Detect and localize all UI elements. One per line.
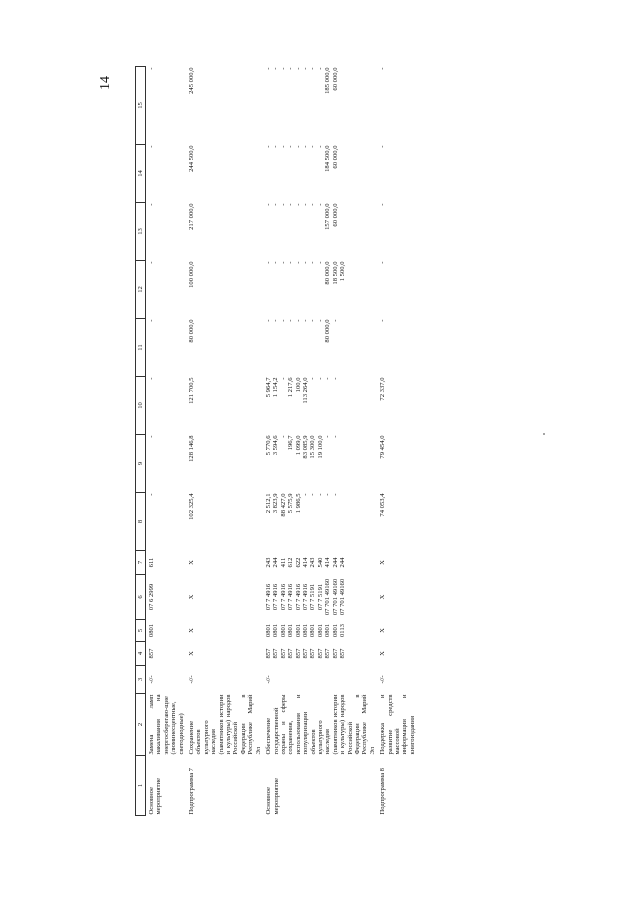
cell-line: -: [279, 435, 287, 438]
cell-line: -: [148, 493, 155, 496]
cell-c8: [262, 493, 376, 551]
cell-line: X: [188, 560, 196, 565]
cell-line: 244: [339, 557, 346, 568]
cell-c6: [262, 575, 376, 620]
cell-line: 857: [316, 648, 324, 659]
cell-line: X: [188, 628, 196, 633]
cell-c1: Подпрограмма 7: [188, 768, 196, 815]
cell-line: -: [316, 203, 324, 206]
cell-line: 07 7 4916: [272, 583, 280, 611]
cell-line: 244: [331, 557, 339, 568]
cell-line: X: [379, 594, 387, 600]
cell-c6: [146, 575, 186, 620]
cell-line: -: [309, 67, 317, 70]
cell-line: -: [148, 203, 155, 206]
cell-line: -: [265, 319, 273, 322]
cell-line: -: [302, 203, 310, 206]
cell-c7: [185, 551, 262, 575]
cell-line: 3 823,9: [272, 493, 280, 514]
cell-line: 1 099,0: [294, 435, 302, 456]
table-row: [262, 67, 376, 816]
column-header-2: 2: [136, 694, 146, 756]
cell-c12: [376, 261, 416, 319]
cell-line: -: [316, 145, 324, 148]
cell-line: 414: [324, 557, 332, 568]
cell-line: -: [331, 435, 339, 438]
cell-c10: [376, 377, 416, 435]
cell-c9: [376, 435, 416, 493]
cell-line: 857: [287, 648, 295, 659]
table-body: [146, 67, 417, 816]
cell-line: -: [294, 203, 302, 206]
cell-line: 74 053,4: [379, 493, 387, 517]
cell-line: 07 701 49160: [324, 578, 332, 616]
cell-line: 07 7 4916: [265, 583, 273, 611]
column-header-7: 7: [136, 551, 146, 575]
cell-line: -: [279, 377, 287, 380]
cell-line: 0801: [316, 623, 324, 638]
cell-c2: Сохранение объектов культурного наследия (памятников истории и культуры) народов Российской Федерации в Республике Марий Эл: [188, 694, 262, 755]
cell-line: 0801: [148, 623, 155, 638]
cell-c10: [262, 377, 376, 435]
cell-line: -: [309, 319, 317, 322]
column-header-5: 5: [136, 620, 146, 642]
cell-c3: -//-: [379, 675, 387, 684]
cell-line: 857: [339, 648, 346, 659]
cell-c9: [185, 435, 262, 493]
cell-line: 411: [279, 557, 287, 568]
cell-c12: [262, 261, 376, 319]
cell-line: 2 512,1: [265, 493, 273, 514]
column-header-3: 3: [136, 666, 146, 694]
column-header-4: 4: [136, 642, 146, 666]
cell-c1: Основное мероприятие: [148, 778, 163, 815]
cell-line: 60 000,0: [331, 67, 339, 91]
cell-line: -: [309, 261, 317, 264]
budget-table-sheet: [135, 69, 523, 816]
cell-line: -: [148, 435, 155, 438]
cell-line: 07 7 4916: [302, 583, 310, 611]
cell-line: -: [379, 145, 387, 148]
cell-c1: Основное мероприятие: [265, 778, 280, 815]
cell-line: [339, 204, 346, 260]
cell-line: 5 770,6: [265, 435, 273, 456]
cell-line: -: [302, 67, 310, 70]
cell-line: [339, 436, 346, 492]
cell-line: -: [309, 203, 317, 206]
cell-c15: [185, 67, 262, 145]
cell-c4: [185, 642, 262, 666]
cell-line: 5 964,7: [265, 377, 273, 398]
cell-line: 0801: [287, 623, 295, 638]
cell-line: 07 7 4916: [279, 583, 287, 611]
column-header-13: 13: [136, 203, 146, 261]
cell-line: -: [294, 67, 302, 70]
cell-line: 0801: [265, 623, 273, 638]
cell-c4: [376, 642, 416, 666]
cell-line: 1 217,6: [287, 377, 295, 398]
cell-c3: -//-: [148, 675, 155, 684]
cell-c9: [146, 435, 186, 493]
cell-line: 196,7: [287, 435, 295, 451]
cell-line: 83 085,9: [302, 435, 310, 459]
cell-line: 540: [316, 557, 324, 568]
cell-line: 157 000,0: [324, 203, 332, 230]
cell-line: -: [309, 493, 317, 496]
cell-line: 72 337,0: [379, 377, 387, 401]
cell-line: 60 000,0: [331, 145, 339, 169]
cell-line: 612: [287, 557, 295, 568]
cell-c9: [262, 435, 376, 493]
cell-line: 19 100,0: [316, 435, 324, 459]
cell-line: 857: [309, 648, 317, 659]
cell-line: 100 000,0: [188, 261, 196, 288]
cell-line: -: [331, 493, 339, 496]
cell-line: -: [316, 67, 324, 70]
column-header-10: 10: [136, 377, 146, 435]
cell-c2: Замена ламп накаливания на энергосберегаю-щие (люминесцентные, светодиодные): [148, 694, 185, 755]
cell-line: -: [272, 203, 280, 206]
cell-line: X: [188, 651, 196, 656]
table-row: [146, 67, 186, 816]
cell-line: 80 000,0: [188, 319, 196, 343]
cell-c11: [262, 319, 376, 377]
cell-line: 5 575,9: [287, 493, 295, 514]
cell-line: 113 264,0: [302, 377, 310, 404]
cell-line: -: [324, 377, 332, 380]
cell-line: 1 154,2: [272, 377, 280, 398]
cell-line: 121 700,5: [188, 377, 196, 404]
cell-c7: [376, 551, 416, 575]
scan-speck: [543, 433, 545, 435]
page-number: 14: [98, 76, 113, 90]
cell-line: -: [324, 493, 332, 496]
cell-c6: [185, 575, 262, 620]
cell-c12: [185, 261, 262, 319]
cell-c14: [185, 145, 262, 203]
cell-line: -: [324, 435, 332, 438]
cell-c8: [376, 493, 416, 551]
cell-line: -: [331, 319, 339, 322]
cell-line: -: [302, 319, 310, 322]
cell-line: -: [272, 67, 280, 70]
cell-line: -: [287, 67, 295, 70]
cell-line: 07 701 49160: [331, 578, 339, 616]
cell-c5: [262, 620, 376, 642]
cell-line: 857: [331, 648, 339, 659]
cell-line: 79 454,0: [379, 435, 387, 459]
column-header-15: 15: [136, 67, 146, 145]
cell-c8: [185, 493, 262, 551]
cell-line: -: [279, 319, 287, 322]
cell-line: 184 500,0: [324, 145, 332, 172]
cell-line: 414: [302, 557, 310, 568]
cell-line: -: [316, 493, 324, 496]
cell-line: -: [379, 203, 387, 206]
cell-line: 3 594,6: [272, 435, 280, 456]
table-row: [376, 67, 416, 816]
cell-line: 100,0: [294, 377, 302, 393]
cell-line: -: [287, 203, 295, 206]
cell-c7: [262, 551, 376, 575]
cell-line: [339, 146, 346, 202]
cell-line: -: [294, 319, 302, 322]
cell-line: 243: [265, 557, 273, 568]
cell-line: 622: [294, 557, 302, 568]
cell-c5: [185, 620, 262, 642]
cell-c14: [376, 145, 416, 203]
cell-line: -: [265, 261, 273, 264]
cell-line: 857: [265, 648, 273, 659]
cell-c13: [262, 203, 376, 261]
cell-line: -: [148, 145, 155, 148]
cell-line: -: [316, 261, 324, 264]
cell-line: 60 000,0: [331, 203, 339, 227]
cell-line: 80 000,0: [324, 319, 332, 343]
cell-c1: Подпрограмма 8: [379, 768, 387, 815]
cell-line: 185 000,0: [324, 67, 332, 94]
cell-line: -: [302, 261, 310, 264]
cell-c2: Обеспечение государственной охраны и сферы сохранения, использования и популяризации объектов культурного наследия (памятников истории и культуры) народов Российской Федерации в Республике Марий Эл: [265, 694, 376, 755]
cell-line: 07 701 49160: [339, 578, 346, 616]
cell-line: 857: [294, 648, 302, 659]
cell-line: -: [287, 145, 295, 148]
cell-line: 88 427,0: [279, 493, 287, 517]
cell-c3: -//-: [188, 675, 196, 684]
cell-line: 0801: [294, 623, 302, 638]
cell-line: 07 7 5191: [316, 583, 324, 611]
cell-line: -: [294, 145, 302, 148]
column-header-14: 14: [136, 145, 146, 203]
column-header-11: 11: [136, 319, 146, 377]
cell-line: 128 146,8: [188, 435, 196, 462]
cell-line: -: [272, 319, 280, 322]
column-header-12: 12: [136, 261, 146, 319]
cell-c8: [146, 493, 186, 551]
cell-c15: [146, 67, 186, 145]
cell-line: X: [379, 651, 387, 656]
cell-c11: [376, 319, 416, 377]
cell-line: 102 325,4: [188, 493, 196, 520]
cell-line: 857: [302, 648, 310, 659]
cell-line: -: [279, 67, 287, 70]
cell-line: 611: [148, 557, 155, 568]
cell-c11: [185, 319, 262, 377]
cell-line: -: [309, 145, 317, 148]
cell-line: 07 7 4916: [287, 583, 295, 611]
cell-c13: [146, 203, 186, 261]
cell-c13: [376, 203, 416, 261]
cell-line: 0113: [339, 624, 346, 637]
cell-line: -: [279, 145, 287, 148]
cell-line: [339, 378, 346, 434]
cell-line: -: [279, 261, 287, 264]
cell-line: 0801: [309, 623, 317, 638]
cell-line: 245 000,0: [188, 67, 196, 94]
cell-line: 1 986,5: [294, 493, 302, 514]
cell-line: -: [265, 203, 273, 206]
column-header-6: 6: [136, 575, 146, 620]
cell-line: -: [279, 203, 287, 206]
cell-line: 18 500,0: [331, 261, 339, 285]
column-header-8: 8: [136, 493, 146, 551]
cell-line: -: [309, 377, 317, 380]
cell-line: -: [148, 67, 155, 70]
cell-line: 243: [309, 557, 317, 568]
cell-c14: [146, 145, 186, 203]
cell-line: -: [148, 261, 155, 264]
cell-line: -: [379, 67, 387, 70]
cell-c6: [376, 575, 416, 620]
cell-c4: [146, 642, 186, 666]
cell-line: 07 6 2999: [148, 583, 155, 611]
cell-line: 80 000,0: [324, 261, 332, 285]
cell-line: [339, 320, 346, 376]
cell-line: 0801: [302, 623, 310, 638]
cell-line: -: [287, 261, 295, 264]
cell-c15: [376, 67, 416, 145]
cell-line: -: [148, 319, 155, 322]
cell-line: -: [265, 67, 273, 70]
cell-line: -: [316, 319, 324, 322]
cell-c10: [146, 377, 186, 435]
budget-table: [135, 66, 416, 816]
cell-c15: [262, 67, 376, 145]
cell-c2: Поддержка и развитие средств массовой информации и книгоиздания: [379, 694, 416, 755]
cell-line: -: [302, 493, 310, 496]
cell-line: 217 000,0: [188, 203, 196, 230]
cell-line: -: [287, 319, 295, 322]
cell-line: 0801: [324, 623, 332, 638]
cell-line: -: [294, 261, 302, 264]
cell-line: 0801: [331, 623, 339, 638]
cell-line: 857: [324, 648, 332, 659]
cell-line: 15 300,0: [309, 435, 317, 459]
cell-line: 1 500,0: [339, 261, 346, 282]
cell-line: -: [272, 261, 280, 264]
cell-line: 244: [272, 557, 280, 568]
table-row: [185, 67, 262, 816]
cell-line: -: [302, 145, 310, 148]
cell-c11: [146, 319, 186, 377]
cell-line: -: [148, 377, 155, 380]
cell-c4: [262, 642, 376, 666]
column-number-row: [136, 67, 146, 816]
cell-line: 244 500,0: [188, 145, 196, 172]
cell-line: 857: [272, 648, 280, 659]
cell-line: 07 7 5191: [309, 583, 317, 611]
cell-line: 857: [148, 648, 155, 659]
cell-line: X: [188, 594, 196, 600]
cell-line: -: [379, 261, 387, 264]
cell-line: -: [272, 145, 280, 148]
cell-line: 0801: [279, 623, 287, 638]
cell-c13: [185, 203, 262, 261]
cell-line: X: [379, 628, 387, 633]
cell-c14: [262, 145, 376, 203]
cell-line: 857: [279, 648, 287, 659]
cell-line: [339, 68, 346, 144]
cell-line: [339, 494, 346, 550]
cell-c3: -//-: [265, 675, 273, 684]
cell-c7: [146, 551, 186, 575]
cell-line: -: [331, 377, 339, 380]
column-header-9: 9: [136, 435, 146, 493]
cell-line: -: [316, 377, 324, 380]
cell-line: -: [265, 145, 273, 148]
cell-c5: [146, 620, 186, 642]
cell-c5: [376, 620, 416, 642]
cell-line: 0801: [272, 623, 280, 638]
cell-line: X: [379, 560, 387, 565]
cell-c10: [185, 377, 262, 435]
cell-line: 07 7 4916: [294, 583, 302, 611]
cell-c12: [146, 261, 186, 319]
column-header-1: 1: [136, 756, 146, 816]
cell-line: -: [379, 319, 387, 322]
